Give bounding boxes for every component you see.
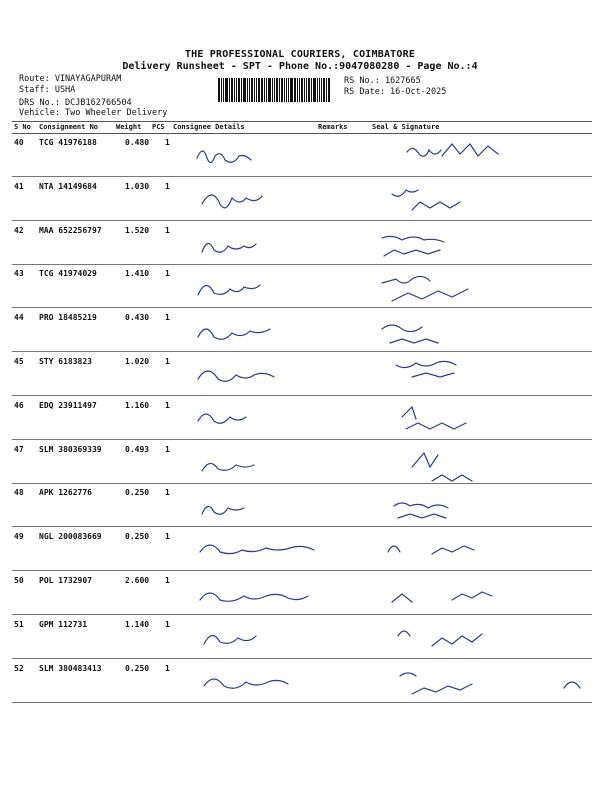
handwritten-signature-icon — [12, 572, 592, 615]
row-pcs: 1 — [165, 313, 170, 323]
row-sno: 52 — [14, 663, 24, 673]
barcode-bar — [218, 78, 220, 102]
row-consignment: PRO 18485219 — [39, 313, 97, 323]
signature-stroke — [202, 453, 472, 481]
row-divider — [12, 702, 592, 703]
company-title: THE PROFESSIONAL COURIERS, COIMBATORE — [184, 49, 416, 60]
row-sno: 43 — [14, 269, 24, 279]
signature-stroke — [198, 277, 468, 302]
handwritten-signature-icon — [12, 484, 592, 527]
barcode-bar — [256, 78, 257, 102]
barcode-bar — [304, 78, 305, 102]
rs-number: RS No.: 1627665 — [344, 76, 421, 86]
row-sno: 40 — [14, 138, 24, 147]
signature-stroke — [198, 325, 438, 343]
signature-stroke — [202, 503, 448, 518]
table-row — [12, 660, 592, 703]
route-staff-block — [19, 74, 132, 109]
barcode-bar — [261, 78, 263, 102]
barcode-bar — [297, 78, 298, 102]
barcode-bar — [254, 78, 255, 102]
barcode-bar — [231, 78, 233, 102]
row-weight: 1.160 — [125, 400, 150, 410]
table-row — [12, 134, 592, 177]
barcode-bar — [229, 78, 230, 102]
route-text: Route: VINAYAGAPURAM — [19, 74, 122, 84]
handwritten-signature-icon — [12, 222, 592, 265]
runsheet-subtitle: Delivery Runsheet - SPT - Phone No.:9047080280 - Page No.:4 — [122, 61, 478, 72]
signature-stroke — [197, 144, 498, 163]
row-consignment: STY 6183823 — [39, 357, 92, 366]
row-pcs: 1 — [165, 576, 170, 585]
barcode-bar — [328, 78, 330, 102]
table-row — [12, 178, 592, 221]
row-consignment: MAA 652256797 — [39, 225, 102, 235]
table-row — [12, 309, 592, 352]
row-consignment: SLM 380369339 — [39, 444, 102, 454]
staff-text: Staff: USHA — [19, 85, 76, 95]
row-sno: 49 — [14, 532, 24, 542]
handwritten-signature-icon — [12, 441, 592, 484]
table-row — [12, 528, 592, 571]
table-row — [12, 222, 592, 265]
barcode-bar — [323, 78, 325, 102]
row-consignment: SLM 380483413 — [39, 663, 102, 673]
barcode-bar — [299, 78, 300, 102]
row-pcs: 1 — [165, 488, 170, 498]
barcode-bar — [268, 78, 271, 102]
rs-block — [344, 76, 446, 98]
row-sno: 50 — [14, 576, 24, 585]
row-pcs: 1 — [165, 400, 170, 410]
handwritten-signature-icon — [12, 353, 592, 396]
signature-stroke — [200, 592, 492, 602]
signature-stroke — [204, 631, 482, 646]
col-seal: Seal & Signature — [372, 123, 440, 131]
row-sno: 46 — [14, 400, 24, 410]
signature-stroke — [198, 361, 456, 381]
row-weight: 0.493 — [125, 444, 150, 454]
signature-stroke — [202, 236, 444, 256]
signature-stroke — [202, 190, 460, 210]
barcode-bar — [249, 78, 250, 102]
barcode-bar — [241, 78, 242, 102]
barcode-bar — [321, 78, 322, 102]
row-consignment: EDQ 23911497 — [39, 400, 97, 410]
barcode-bar — [286, 78, 287, 102]
row-consignment: POL 1732907 — [39, 576, 92, 585]
handwritten-signature-icon — [12, 528, 592, 571]
row-consignment: NGL 200083669 — [39, 532, 102, 542]
table-row — [12, 265, 592, 308]
row-weight: 1.030 — [125, 181, 150, 191]
barcode-bar — [258, 78, 260, 102]
row-pcs: 1 — [165, 225, 170, 235]
barcode-bar — [326, 78, 327, 102]
col-pcs: PCS — [152, 123, 165, 131]
row-consignment: TCG 41974029 — [39, 269, 97, 279]
barcode-bar — [306, 78, 307, 102]
row-sno: 51 — [14, 619, 24, 629]
signature-stroke — [198, 407, 466, 429]
table-row — [12, 397, 592, 440]
barcode-bar — [281, 78, 283, 102]
barcode-bar — [236, 78, 237, 102]
row-sno: 42 — [14, 225, 24, 235]
barcode-bar — [251, 78, 253, 102]
barcode-bar — [288, 78, 289, 102]
row-weight: 1.410 — [125, 269, 150, 279]
row-sno: 48 — [14, 488, 24, 498]
row-weight: 0.250 — [125, 532, 150, 542]
barcode-bar — [221, 78, 222, 102]
barcode-bar — [264, 78, 265, 102]
drs-number: DRS No.: DCJB162766504 — [19, 98, 132, 108]
row-consignment: APK 1262776 — [39, 488, 92, 498]
row-pcs: 1 — [165, 357, 170, 366]
row-pcs: 1 — [165, 138, 170, 147]
barcode-bar — [225, 78, 228, 102]
barcode-bar — [319, 78, 320, 102]
barcode-bar — [301, 78, 303, 102]
barcode-bar — [243, 78, 246, 102]
handwritten-signature-icon — [12, 616, 592, 659]
table-row — [12, 484, 592, 527]
handwritten-signature-icon — [12, 178, 592, 221]
row-consignment: GPM 112731 — [39, 619, 88, 629]
row-sno: 44 — [14, 313, 24, 323]
barcode-bar — [247, 78, 248, 102]
row-pcs: 1 — [165, 663, 170, 673]
row-weight: 0.250 — [125, 488, 150, 498]
row-weight: 2.600 — [125, 576, 150, 585]
barcode-bar — [290, 78, 293, 102]
row-pcs: 1 — [165, 444, 170, 454]
row-weight: 0.250 — [125, 663, 150, 673]
col-sno: S No — [14, 123, 31, 131]
barcode-bar — [279, 78, 280, 102]
row-consignment: TCG 41976188 — [39, 138, 97, 147]
barcode-bar — [313, 78, 316, 102]
vehicle-text: Vehicle: Two Wheeler Delivery — [19, 108, 168, 118]
barcode-bar — [238, 78, 240, 102]
barcode-bar — [308, 78, 310, 102]
row-sno: 45 — [14, 357, 24, 366]
row-consignment: NTA 14149684 — [39, 181, 97, 191]
barcode-bar — [284, 78, 285, 102]
row-weight: 1.520 — [125, 225, 150, 235]
table-row — [12, 441, 592, 484]
barcode-bar — [276, 78, 278, 102]
handwritten-signature-icon — [12, 660, 592, 703]
table-row — [12, 572, 592, 615]
barcode-bar — [223, 78, 224, 102]
barcode-bar — [294, 78, 296, 102]
signature-stroke — [200, 545, 474, 554]
row-pcs: 1 — [165, 181, 170, 191]
col-consignee: Consignee Details — [173, 123, 245, 131]
barcode-bar — [311, 78, 312, 102]
handwritten-signature-icon — [12, 397, 592, 440]
row-pcs: 1 — [165, 269, 170, 279]
row-pcs: 1 — [165, 619, 170, 629]
signature-stroke — [204, 673, 580, 694]
handwritten-signature-icon — [12, 265, 592, 308]
col-consignment: Consignment No — [39, 123, 99, 131]
col-remarks: Remarks — [318, 123, 348, 131]
row-sno: 47 — [14, 444, 24, 454]
barcode-bar — [234, 78, 235, 102]
table-row — [12, 353, 592, 396]
barcode — [218, 78, 339, 102]
barcode-bar — [266, 78, 267, 102]
row-sno: 41 — [14, 181, 24, 191]
row-weight: 0.430 — [125, 313, 150, 323]
row-weight: 1.020 — [125, 357, 150, 366]
handwritten-signature-icon — [12, 134, 592, 177]
rs-date: RS Date: 16-Oct-2025 — [344, 87, 447, 97]
handwritten-signature-icon — [12, 309, 592, 352]
barcode-bar — [317, 78, 318, 102]
row-pcs: 1 — [165, 532, 170, 542]
barcode-bar — [272, 78, 273, 102]
table-row — [12, 616, 592, 659]
row-weight: 0.480 — [125, 138, 150, 147]
col-weight: Weight — [116, 123, 142, 131]
row-weight: 1.140 — [125, 619, 150, 629]
barcode-bar — [274, 78, 275, 102]
